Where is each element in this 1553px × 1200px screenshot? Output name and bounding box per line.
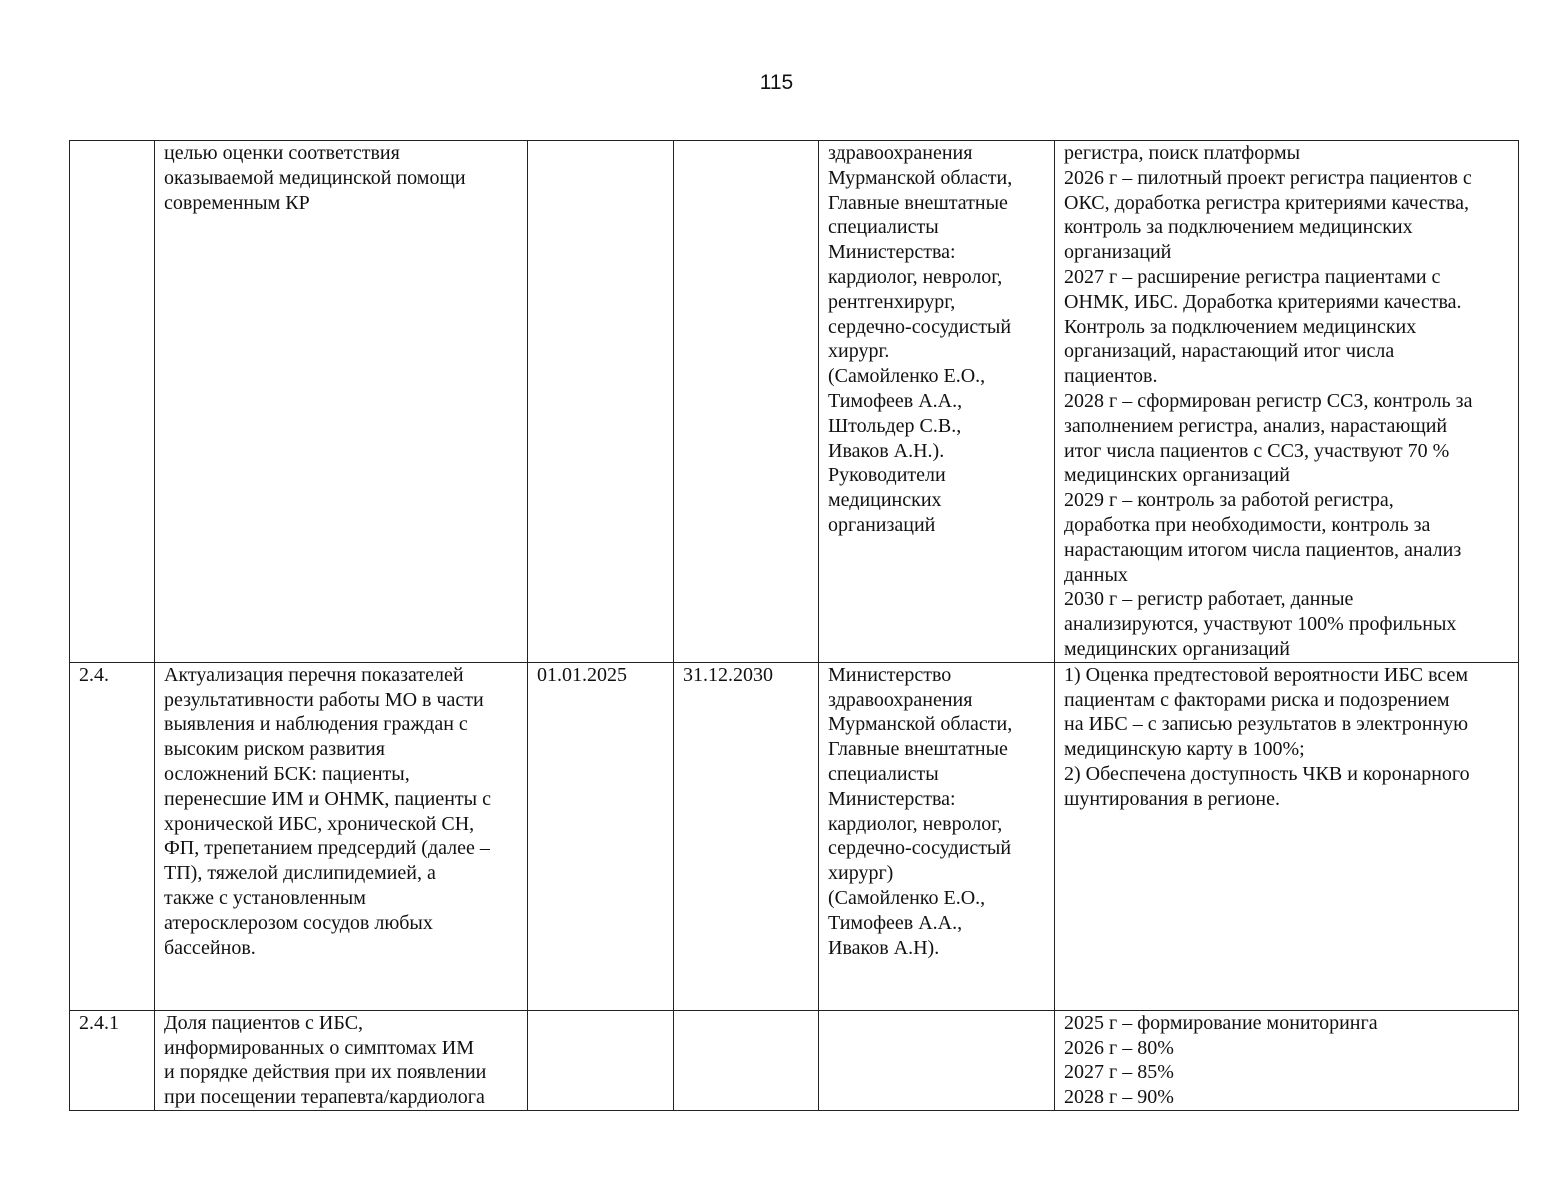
cell-start-date xyxy=(528,141,674,663)
cell-activity: Актуализация перечня показателей результативности работы МО в части выявления и наблюдения граждан с высоким риском развития осложнений БСК: пациенты, перенесшие ИМ и ОНМК, пациенты с хронической ИБС, хронической СН, ФП, трепетанием предсердий (далее – ТП), тяжелой дислипидемией, а также с установленным атеросклерозом сосудов любых бассейнов. xyxy=(155,662,528,1010)
plan-table xyxy=(69,140,1519,1111)
table-row xyxy=(70,141,1519,663)
cell-start-date: 01.01.2025 xyxy=(528,662,674,1010)
cell-result: регистра, поиск платформы 2026 г – пилотный проект регистра пациентов с ОКС, доработка регистра критериями качества, контроль за подключением медицинских организаций 2027 г – расширение регистра пациентами с ОНМК, ИБС. Доработка критериями качества. Контроль за подключением медицинских организаций, нарастающий итог числа пациентов. 2028 г – сформирован регистр ССЗ, контроль за заполнением регистра, анализ, нарастающий итог числа пациентов с ССЗ, участвуют 70 % медицинских организаций 2029 г – контроль за работой регистра, доработка при необходимости, контроль за нарастающим итогом числа пациентов, анализ данных 2030 г – регистр работает, данные анализируются, участвуют 100% профильных медицинских организаций xyxy=(1055,141,1519,663)
cell-end-date: 31.12.2030 xyxy=(674,662,819,1010)
cell-activity: Доля пациентов с ИБС, информированных о симптомах ИМ и порядке действия при их появлении при посещении терапевта/кардиолога xyxy=(155,1010,528,1110)
page-number: 115 xyxy=(759,71,794,94)
cell-number: 2.4.1 xyxy=(70,1010,155,1110)
cell-activity: целью оценки соответствия оказываемой медицинской помощи современным КР xyxy=(155,141,528,663)
table-row xyxy=(70,1010,1519,1110)
cell-responsible: здравоохранения Мурманской области, Главные внештатные специалисты Министерства: кардиолог, невролог, рентгенхирург, сердечно-сосудистый хирург. (Самойленко Е.О., Тимофеев А.А., Штольдер С.В., Иваков А.Н.). Руководители медицинских организаций xyxy=(819,141,1055,663)
cell-number xyxy=(70,141,155,663)
cell-result: 1) Оценка предтестовой вероятности ИБС всем пациентам с факторами риска и подозрением на ИБС – с записью результатов в электронную медицинскую карту в 100%; 2) Обеспечена доступность ЧКВ и коронарного шунтирования в регионе. xyxy=(1055,662,1519,1010)
cell-end-date xyxy=(674,141,819,663)
cell-number: 2.4. xyxy=(70,662,155,1010)
cell-start-date xyxy=(528,1010,674,1110)
table-row xyxy=(70,662,1519,1010)
cell-responsible: Министерство здравоохранения Мурманской области, Главные внештатные специалисты Министерства: кардиолог, невролог, сердечно-сосудистый хирург) (Самойленко Е.О., Тимофеев А.А., Иваков А.Н). xyxy=(819,662,1055,1010)
cell-end-date xyxy=(674,1010,819,1110)
cell-responsible xyxy=(819,1010,1055,1110)
cell-result: 2025 г – формирование мониторинга 2026 г – 80% 2027 г – 85% 2028 г – 90% xyxy=(1055,1010,1519,1110)
